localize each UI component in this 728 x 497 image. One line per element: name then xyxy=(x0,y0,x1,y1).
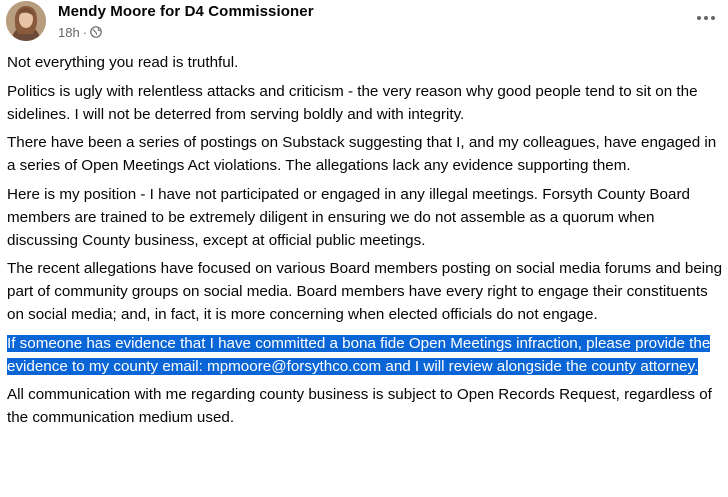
post-header xyxy=(0,0,728,50)
paragraph-text: Politics is ugly with relentless attacks and criticism - the very reason why good people tend to sit on the sidelines. I will not be deterred from serving boldly and with integrity. xyxy=(7,82,698,123)
paragraph-text: The recent allegations have focused on various Board members posting on social media forums and being part of community groups on social media. Board members have every right to engage their constituents on social media; and, in fact, it is more concerning when elected officials do not engage. xyxy=(7,260,723,323)
post-paragraph xyxy=(7,52,723,75)
selected-text[interactable]: If someone has evidence that I have committed a bona fide Open Meetings infraction, please provide the evidence to my county email: mpmoore@forsythco.com and I will review alongside the county attorney. xyxy=(7,334,711,375)
paragraph-text: All communication with me regarding county business is subject to Open Records Request, regardless of the communication medium used. xyxy=(7,386,712,427)
post-time[interactable]: 18h xyxy=(58,24,80,40)
author-name[interactable]: Mendy Moore for D4 Commissioner xyxy=(58,3,314,20)
profile-photo-icon xyxy=(6,1,46,41)
post-paragraph xyxy=(7,258,723,326)
avatar[interactable] xyxy=(6,1,46,41)
globe-icon[interactable] xyxy=(90,26,102,38)
post-paragraph xyxy=(7,132,723,178)
paragraph-text: Here is my position - I have not participated or engaged in any illegal meetings. Forsyth County Board members are trained to be extremely diligent in ensuring we do not assemble as a quorum when discussing County business, except at official public meetings. xyxy=(7,185,690,249)
more-horizontal-icon xyxy=(696,15,716,21)
paragraph-text: Not everything you read is truthful. xyxy=(7,54,239,71)
post-meta xyxy=(58,24,102,40)
post-body xyxy=(7,52,723,436)
post-paragraph xyxy=(7,184,723,252)
more-options-button[interactable] xyxy=(694,8,718,28)
post-paragraph xyxy=(7,384,723,430)
post-paragraph xyxy=(7,81,723,127)
post-paragraph-highlighted xyxy=(7,333,723,379)
paragraph-text: There have been a series of postings on Substack suggesting that I, and my colleagues, have engaged in a series of Open Meetings Act violations. The allegations lack any evidence supporting them. xyxy=(7,134,717,175)
meta-separator: · xyxy=(82,24,88,40)
